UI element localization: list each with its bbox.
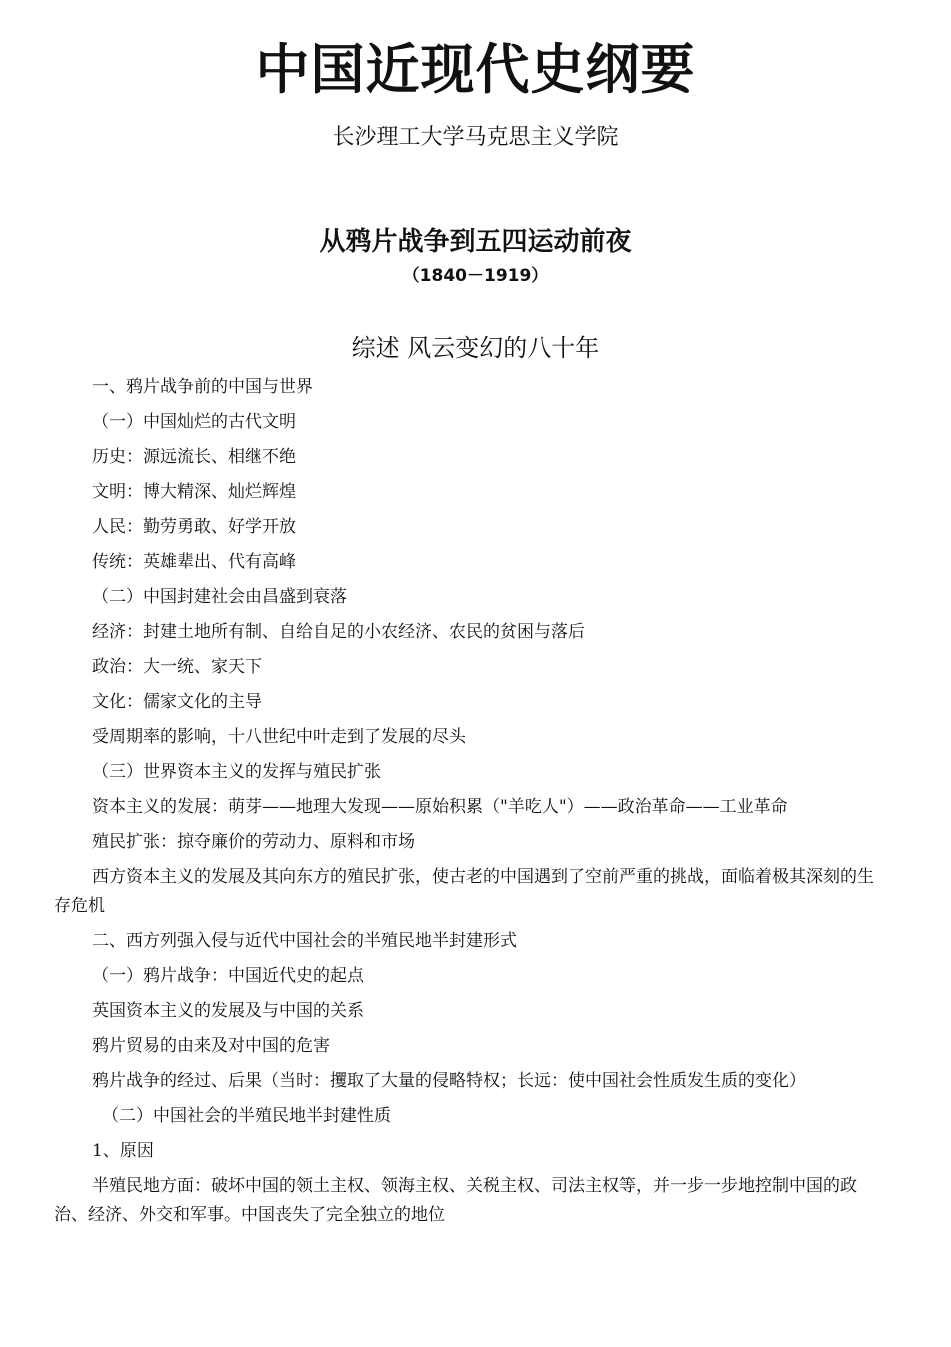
section-title: 从鸦片战争到五四运动前夜 <box>319 227 632 257</box>
heading-level-2: （二）中国社会的半殖民地半封建性质 <box>102 1106 391 1126</box>
paragraph: 文化：儒家文化的主导 <box>92 692 262 712</box>
paragraph: 英国资本主义的发展及与中国的关系 <box>92 1001 364 1021</box>
paragraph: 半殖民地方面：破坏中国的领土主权、领海主权、关税主权、司法主权等，并一步一步地控制中国的政治、经济、外交和军事。中国丧失了完全独立的地位 <box>54 1176 857 1225</box>
paragraph: 经济：封建土地所有制、自给自足的小农经济、农民的贫困与落后 <box>92 622 585 642</box>
paragraph: 资本主义的发展：萌芽——地理大发现——原始积累（"羊吃人"）——政治革命——工业革命 <box>92 797 788 817</box>
paragraph: 殖民扩张：掠夺廉价的劳动力、原料和市场 <box>92 832 415 852</box>
heading-level-2: （二）中国封建社会由昌盛到衰落 <box>92 587 347 607</box>
heading-level-2: （三）世界资本主义的发挥与殖民扩张 <box>92 762 381 782</box>
paragraph: 鸦片战争的经过、后果（当时：攫取了大量的侵略特权；长远：使中国社会性质发生质的变化） <box>92 1071 806 1091</box>
heading-level-3: 1、原因 <box>92 1141 154 1161</box>
paragraph: 人民：勤劳勇敢、好学开放 <box>92 517 296 537</box>
body-text <box>54 370 884 1233</box>
paragraph: 传统：英雄辈出、代有高峰 <box>92 552 296 572</box>
paragraph: 文明：博大精深、灿烂辉煌 <box>92 482 296 502</box>
overview-title: 综述 风云变幻的八十年 <box>351 334 600 362</box>
heading-level-2: （一）中国灿烂的古代文明 <box>92 412 296 432</box>
section-years: （1840－1919） <box>402 266 549 286</box>
paragraph: 西方资本主义的发展及其向东方的殖民扩张，使古老的中国遇到了空前严重的挑战，面临着极其深刻的生存危机 <box>54 867 874 916</box>
paragraph: 政治：大一统、家天下 <box>92 657 262 677</box>
heading-level-2: （一）鸦片战争：中国近代史的起点 <box>92 966 364 986</box>
paragraph: 历史：源远流长、相继不绝 <box>92 447 296 467</box>
heading-level-1: 二、西方列强入侵与近代中国社会的半殖民地半封建形式 <box>92 931 517 951</box>
heading-level-1: 一、鸦片战争前的中国与世界 <box>92 377 313 397</box>
institution-name: 长沙理工大学马克思主义学院 <box>332 125 619 150</box>
paragraph: 鸦片贸易的由来及对中国的危害 <box>92 1036 330 1056</box>
paragraph: 受周期率的影响，十八世纪中叶走到了发展的尽头 <box>92 727 466 747</box>
document-title: 中国近现代史纲要 <box>255 38 696 101</box>
